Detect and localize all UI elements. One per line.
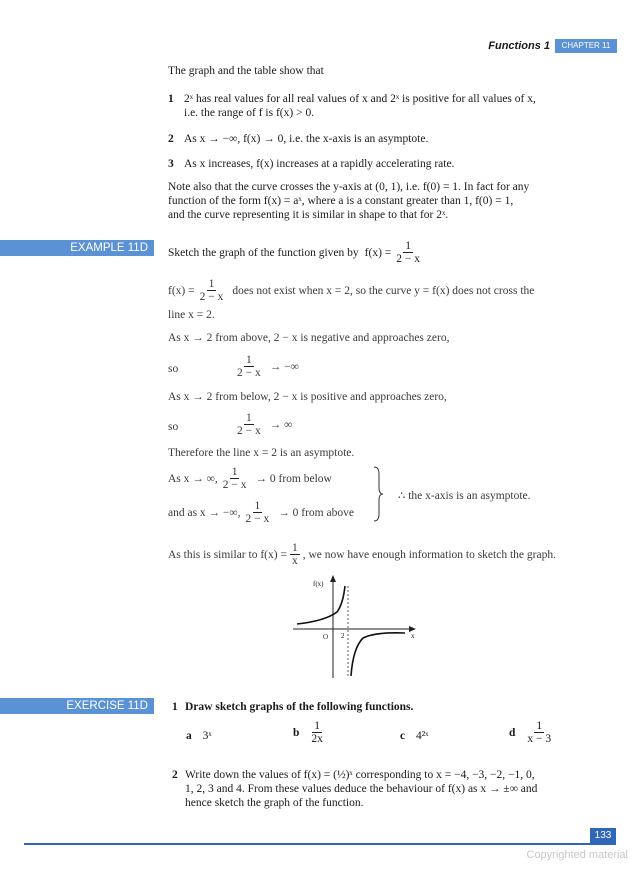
fraction-denominator: x − 3 (527, 733, 552, 745)
fraction-denominator: x (291, 555, 298, 567)
so1-result: → −∞ (269, 360, 299, 373)
question-number: 1 (172, 701, 178, 713)
fraction-numerator: 1 (246, 354, 252, 366)
limit2-fraction (244, 500, 272, 525)
so-label: so (168, 421, 179, 433)
part-label: d (509, 726, 516, 739)
prompt-fraction (394, 240, 422, 265)
fraction-numerator: 1 (208, 278, 215, 290)
part-expression: 3ˣ (202, 730, 212, 742)
point1-line1: 2ˣ has real values for all real values of x and 2ˣ is positive for all values of x, (184, 93, 536, 105)
limit1-prefix: As x → ∞, (168, 472, 218, 485)
question-number: 2 (172, 769, 178, 781)
part-label: c (400, 730, 406, 742)
so-label: so (168, 363, 179, 375)
so1-fraction (235, 354, 263, 379)
curve-right-branch (351, 633, 405, 676)
footer-rule (24, 843, 616, 845)
solution-line2: line x = 2. (168, 309, 215, 321)
point-number: 2 (168, 133, 174, 145)
above-text: As x → 2 from above, 2 − x is negative and approaches zero, (168, 332, 450, 344)
origin-label: O (323, 633, 329, 641)
part-a (186, 729, 212, 743)
y-axis-arrow (330, 575, 336, 582)
limit1 (168, 466, 332, 491)
therefore-text: Therefore the line x = 2 is an asymptote. (168, 447, 355, 459)
so1-expression (232, 354, 299, 379)
part-label: a (186, 730, 192, 742)
limit2 (168, 500, 354, 525)
similar-prefix: As this is similar to f(x) = (168, 548, 287, 561)
q2-line: Write down the values of f(x) = (½)ˣ corresponding to x = −4, −3, −2, −1, 0, (185, 769, 535, 781)
prompt-fx: f(x) = (364, 246, 392, 259)
line1-rest: does not exist when x = 2, so the curve y = f(x) does not cross the (232, 284, 535, 297)
fraction-denominator: 2 − x (199, 291, 224, 303)
part-fraction (525, 720, 553, 745)
fraction-numerator: 1 (254, 500, 261, 512)
point3-text: As x increases, f(x) increases at a rapidly accelerating rate. (184, 158, 455, 170)
function-graph (285, 572, 425, 682)
example-banner: EXAMPLE 11D (0, 240, 154, 256)
similar-suffix: , we now have enough information to sketch the graph. (302, 548, 556, 561)
part-label: b (293, 726, 300, 739)
fraction-numerator: 1 (314, 720, 321, 732)
running-head-title: Functions 1 (488, 40, 550, 52)
limit2-suffix: → 0 from above (278, 506, 354, 519)
part-b (293, 720, 328, 745)
fraction-denominator: 2x (311, 733, 323, 745)
copyright-watermark: Copyrighted material (526, 849, 628, 861)
point-number: 1 (168, 93, 174, 105)
right-brace (372, 466, 384, 522)
below-text: As x → 2 from below, 2 − x is positive and approaches zero, (168, 391, 447, 403)
part-c (400, 729, 429, 743)
limit1-fraction (221, 466, 249, 491)
fraction-denominator: 2 − x (222, 479, 247, 491)
fraction-numerator: 1 (536, 720, 543, 732)
fraction-numerator: 1 (405, 240, 412, 252)
so2-fraction (235, 412, 263, 437)
q2-line: 1, 2, 3 and 4. From these values deduce the behaviour of f(x) as x → ±∞ and (185, 783, 538, 795)
note-line: function of the form f(x) = aˣ, where a is a constant greater than 1, f(0) = 1, (168, 195, 514, 207)
solution-line1 (168, 278, 534, 303)
prompt-text: Sketch the graph of the function given by (168, 246, 359, 259)
similar-fraction (290, 542, 300, 567)
x-axis-label: x (411, 632, 415, 640)
fraction-denominator: 2 − x (245, 513, 270, 525)
fraction-numerator: 1 (231, 466, 238, 478)
part-expression: 4²ˣ (415, 730, 429, 742)
so2-expression (232, 412, 292, 437)
curve-left-branch (297, 586, 345, 624)
conclusion: ∴ the x-axis is an asymptote. (398, 490, 531, 502)
exercise-banner: EXERCISE 11D (0, 698, 154, 714)
y-axis-label: f(x) (313, 580, 324, 588)
chapter-label: CHAPTER 11 (555, 39, 617, 53)
limit1-suffix: → 0 from below (255, 472, 332, 485)
line1-fx: f(x) = (168, 284, 195, 297)
so2-result: → ∞ (269, 418, 293, 431)
page-number: 133 (590, 828, 616, 843)
part-d (509, 720, 556, 745)
note-line: Note also that the curve crosses the y-axis at (0, 1), i.e. f(0) = 1. In fact for any (168, 181, 530, 193)
fraction-numerator: 1 (246, 412, 252, 424)
note-line: and the curve representing it is similar in shape to that for 2ˣ. (168, 209, 449, 221)
fraction-denominator: 2 − x (237, 425, 261, 437)
q2-line: hence sketch the graph of the function. (185, 797, 364, 809)
fraction-denominator: 2 − x (396, 253, 421, 265)
q1-text: Draw sketch graphs of the following functions. (185, 701, 414, 713)
similar-line (168, 542, 556, 567)
tick-label: 2 (341, 632, 345, 640)
part-fraction (309, 720, 325, 745)
fraction-numerator: 1 (291, 542, 298, 554)
fraction-denominator: 2 − x (237, 367, 261, 379)
line1-fraction (198, 278, 226, 303)
intro-lead: The graph and the table show that (168, 65, 324, 77)
example-prompt (168, 240, 425, 265)
point1-line2: i.e. the range of f is f(x) > 0. (184, 107, 315, 119)
point2-text: As x → −∞, f(x) → 0, i.e. the x-axis is an asymptote. (184, 133, 429, 145)
limit2-prefix: and as x → −∞, (168, 506, 241, 519)
point-number: 3 (168, 158, 174, 170)
